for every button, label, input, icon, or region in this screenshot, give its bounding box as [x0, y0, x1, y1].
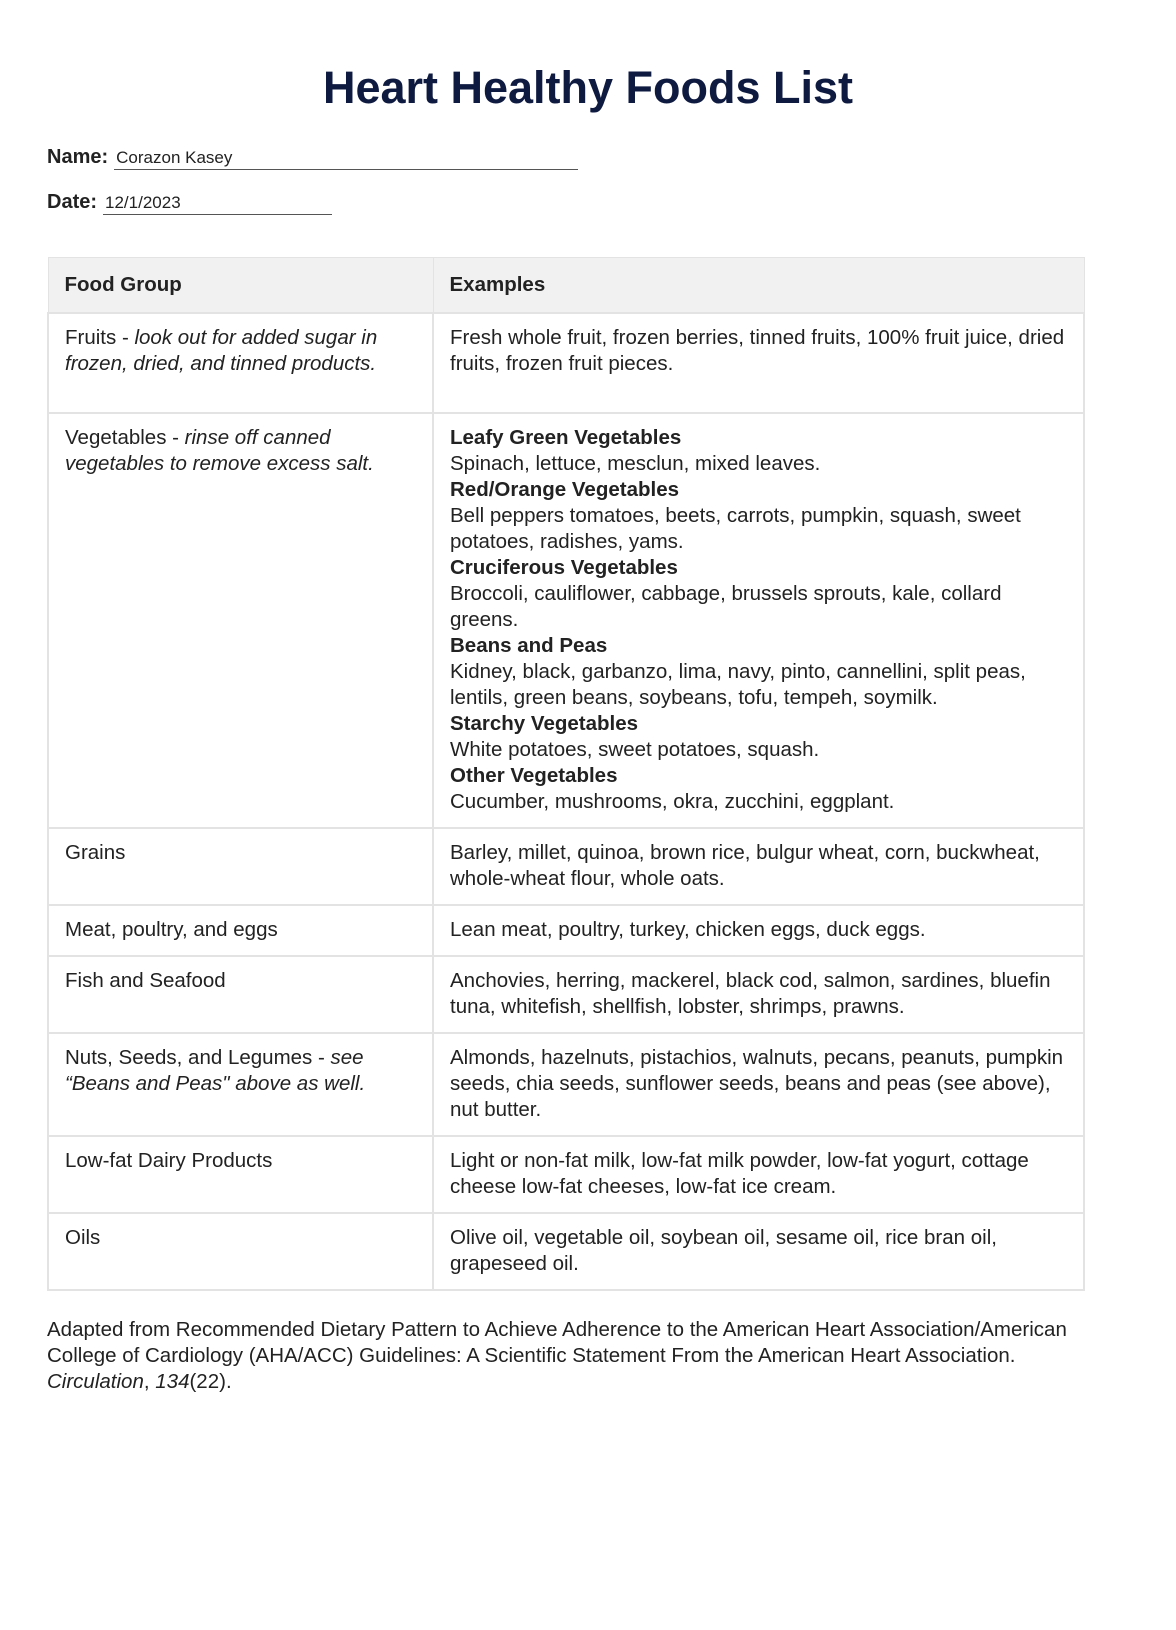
examples-text: Light or non-fat milk, low-fat milk powder, low-fat yogurt, cottage cheese low-fat cheeses, low-fat ice cream. [450, 1149, 1029, 1198]
food-group-cell [48, 1136, 433, 1213]
table-row [48, 1033, 1084, 1136]
examples-cell [433, 905, 1084, 956]
food-group-note: see “Beans and Peas" above as well. [65, 1046, 366, 1095]
page-title: Heart Healthy Foods List [322, 62, 854, 113]
food-group-cell [48, 313, 433, 413]
subsection-text: White potatoes, sweet potatoes, squash. [450, 738, 820, 761]
date-label: Date: [47, 191, 98, 213]
examples-cell [433, 413, 1084, 828]
food-group-cell [48, 905, 433, 956]
subsection-text: Broccoli, cauliflower, cabbage, brussels sprouts, kale, collard greens. [450, 582, 1002, 631]
examples-cell [433, 828, 1084, 905]
name-value[interactable]: Corazon Kasey [114, 148, 578, 170]
subsection-text: Bell peppers tomatoes, beets, carrots, pumpkin, squash, sweet potatoes, radishes, yams. [450, 504, 1021, 553]
subsection-title: Beans and Peas [450, 634, 608, 657]
food-group-cell [48, 828, 433, 905]
foods-table [47, 257, 1085, 1291]
food-group-name: Vegetables - [65, 426, 185, 449]
subsection-text: Spinach, lettuce, mesclun, mixed leaves. [450, 452, 821, 475]
table-row [48, 828, 1084, 905]
table-row [48, 905, 1084, 956]
examples-text: Barley, millet, quinoa, brown rice, bulgur wheat, corn, buckwheat, whole-wheat flour, whole oats. [450, 841, 1040, 890]
food-group-name: Fish and Seafood [65, 969, 226, 992]
examples-cell [433, 1213, 1084, 1290]
examples-text: Lean meat, poultry, turkey, chicken eggs, duck eggs. [450, 918, 926, 941]
name-label: Name: [47, 146, 109, 168]
subsection-text: Kidney, black, garbanzo, lima, navy, pinto, cannellini, split peas, lentils, green beans, soybeans, tofu, tempeh, soymilk. [450, 660, 1026, 709]
examples-cell [433, 313, 1084, 413]
food-group-name: Grains [65, 841, 126, 864]
food-group-name: Low-fat Dairy Products [65, 1149, 273, 1172]
food-group-name: Meat, poultry, and eggs [65, 918, 278, 941]
subsection-title: Leafy Green Vegetables [450, 426, 682, 449]
food-group-note: rinse off canned vegetables to remove excess salt. [65, 426, 374, 475]
food-group-name: Fruits - [65, 326, 135, 349]
examples-text: Anchovies, herring, mackerel, black cod, salmon, sardines, bluefin tuna, whitefish, shellfish, lobster, shrimps, prawns. [450, 969, 1051, 1018]
subsection-text: Cucumber, mushrooms, okra, zucchini, eggplant. [450, 790, 895, 813]
food-group-name: Oils [65, 1226, 101, 1249]
examples-text: Almonds, hazelnuts, pistachios, walnuts, pecans, peanuts, pumpkin seeds, chia seeds, sunflower seeds, beans and peas (see above), nut butter. [450, 1046, 1064, 1121]
table-row [48, 413, 1084, 828]
food-group-note: look out for added sugar in frozen, dried, and tinned products. [65, 326, 378, 375]
table-row [48, 1136, 1084, 1213]
food-group-cell [48, 413, 433, 828]
subsection-title: Other Vegetables [450, 764, 618, 787]
examples-text: Fresh whole fruit, frozen berries, tinned fruits, 100% fruit juice, dried fruits, frozen fruit pieces. [450, 326, 1065, 375]
table-row [48, 313, 1084, 413]
citation-issue: (22). [189, 1370, 232, 1393]
header-examples: Examples [433, 258, 1084, 314]
food-group-cell [48, 1213, 433, 1290]
table-row [48, 956, 1084, 1033]
citation-volume: 134 [155, 1370, 190, 1393]
subsection-title: Cruciferous Vegetables [450, 556, 678, 579]
header-food-group: Food Group [48, 258, 433, 314]
citation-text: Adapted from Recommended Dietary Pattern to Achieve Adherence to the American Heart Association/American College of Cardiology (AHA/ACC) Guidelines: A Scientific Statement From the American Heart Association. [47, 1318, 1067, 1367]
citation [47, 1317, 1107, 1395]
examples-text: Olive oil, vegetable oil, soybean oil, sesame oil, rice bran oil, grapeseed oil. [450, 1226, 997, 1275]
examples-cell [433, 1136, 1084, 1213]
examples-cell [433, 956, 1084, 1033]
citation-journal: Circulation [47, 1370, 144, 1393]
food-group-name: Nuts, Seeds, and Legumes - [65, 1046, 331, 1069]
date-value[interactable]: 12/1/2023 [103, 193, 332, 215]
examples-cell [433, 1033, 1084, 1136]
table-row [48, 1213, 1084, 1290]
subsection-title: Starchy Vegetables [450, 712, 639, 735]
date-field [47, 191, 332, 215]
subsection-title: Red/Orange Vegetables [450, 478, 680, 501]
food-group-cell [48, 956, 433, 1033]
citation-sep: , [143, 1370, 156, 1393]
food-group-cell [48, 1033, 433, 1136]
name-field [47, 146, 578, 170]
